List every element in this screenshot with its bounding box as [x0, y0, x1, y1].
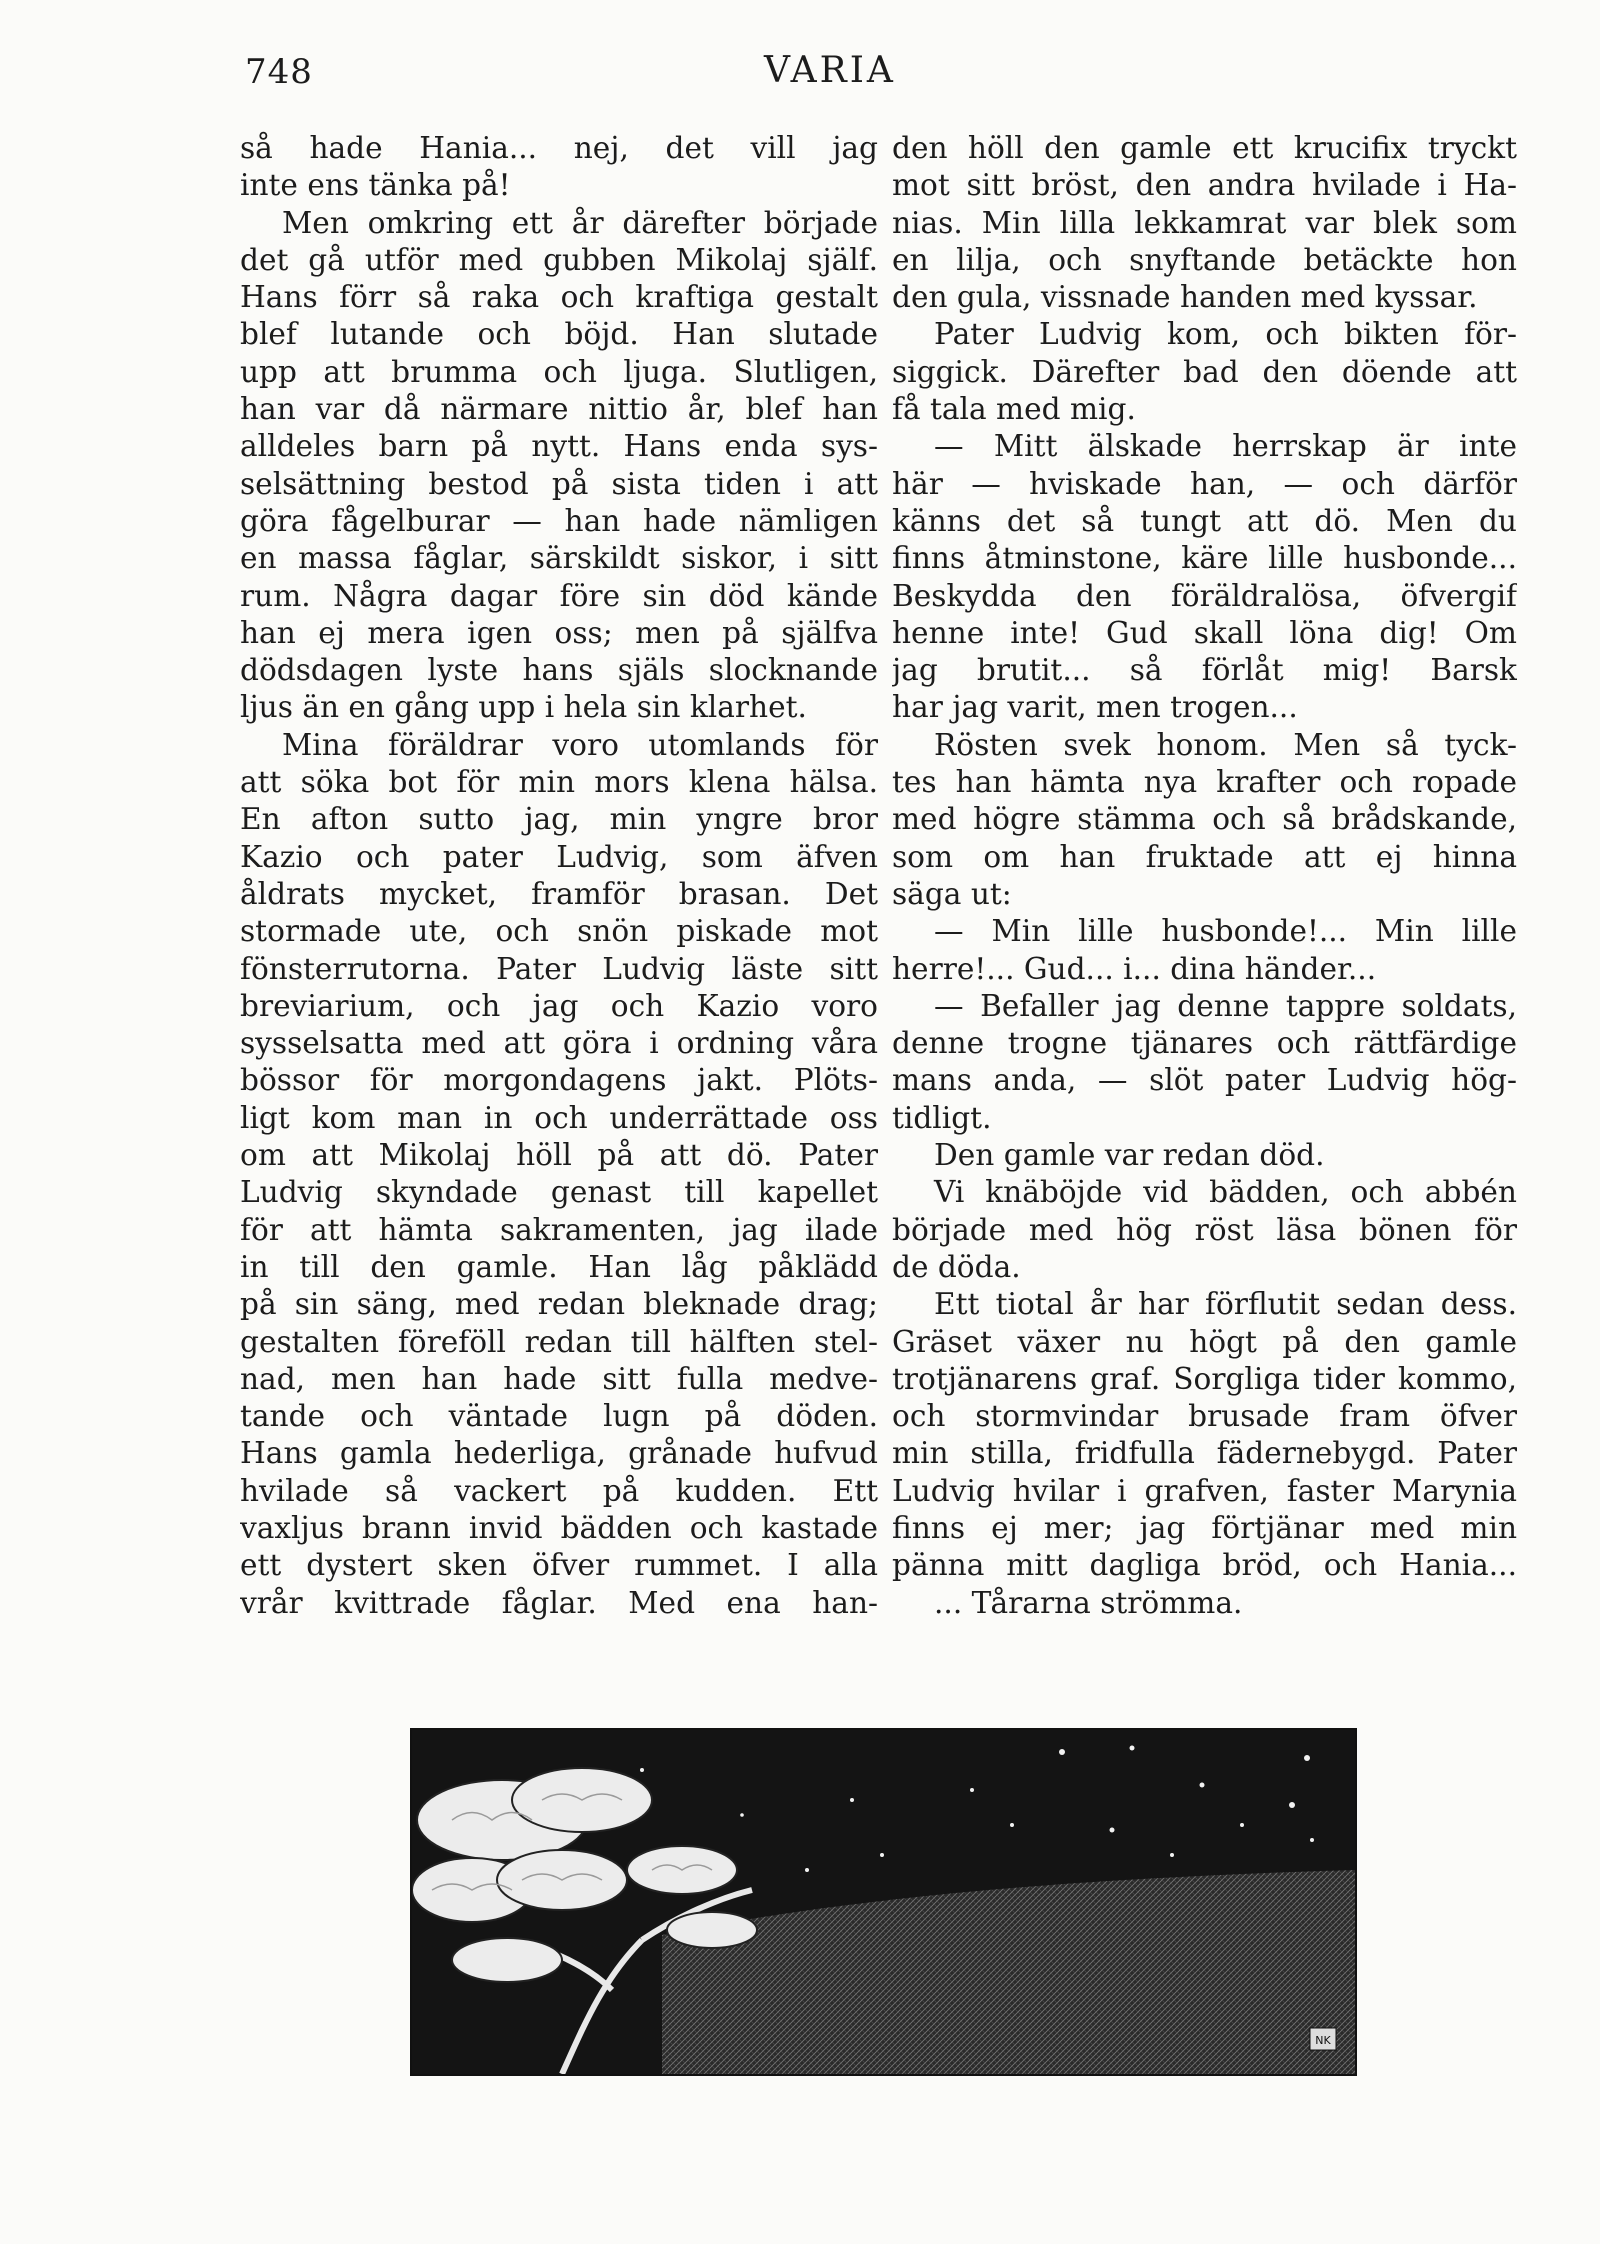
text-line: min stilla, fridfulla fädernebygd. Pater — [892, 1436, 1517, 1471]
text-line: det gå utför med gubben Mikolaj själf. — [240, 242, 878, 277]
text-line: trotjänarens graf. Sorgliga tider kommo, — [892, 1361, 1517, 1396]
text-line: om att Mikolaj höll på att dö. Pater — [240, 1138, 878, 1173]
text-line: finns åtminstone, käre lille husbonde... — [892, 541, 1517, 576]
running-title: VARIA — [764, 50, 896, 91]
text-line: breviarium, och jag och Kazio voro — [240, 988, 878, 1023]
text-line: vaxljus brann invid bädden och kastade — [240, 1510, 878, 1545]
text-line: Beskydda den föräldralösa, öfvergif — [892, 578, 1517, 613]
text-line: nad, men han hade sitt fulla medve- — [240, 1361, 878, 1396]
text-line: Kazio och pater Ludvig, som äfven — [240, 839, 878, 874]
text-line: Hans förr så raka och kraftiga gestalt — [240, 280, 878, 315]
text-line: vrår kvittrade fåglar. Med ena han- — [240, 1585, 878, 1620]
text-line: stormade ute, och snön piskade mot — [240, 914, 878, 949]
text-line: den gula, vissnade handen med kyssar. — [892, 280, 1478, 315]
text-line: siggick. Därefter bad den döende att — [892, 354, 1517, 389]
text-line: började med hög röst läsa bönen för — [892, 1212, 1517, 1247]
text-line: ligt kom man in och underrättade oss — [240, 1100, 878, 1135]
text-line: en lilja, och snyftande betäckte hon — [892, 242, 1517, 277]
text-line: tande och väntade lugn på döden. — [240, 1399, 878, 1434]
text-line: på sin säng, med redan bleknade drag; — [240, 1287, 878, 1322]
text-line: Ett tiotal år har förflutit sedan dess. — [934, 1287, 1517, 1322]
page-number: 748 — [245, 52, 313, 92]
text-line: tes han hämta nya krafter och ropade — [892, 765, 1517, 800]
text-line: åldrats mycket, framför brasan. Det — [240, 876, 878, 911]
text-line: finns ej mer; jag förtjänar med min — [892, 1510, 1517, 1545]
text-line: känns det så tungt att dö. Men du — [892, 503, 1517, 538]
text-line: han var då närmare nittio år, blef han — [240, 392, 878, 427]
text-line: inte ens tänka på! — [240, 168, 511, 203]
text-line: Men omkring ett år därefter började — [282, 205, 878, 240]
text-line: mot sitt bröst, den andra hvilade i Ha- — [892, 168, 1517, 203]
text-line: jag brutit... så förlåt mig! Barsk — [892, 653, 1517, 688]
text-line: här — hviskade han, — och därför — [892, 466, 1517, 501]
monogram-text: NK — [1315, 2034, 1331, 2047]
text-line: Den gamle var redan död. — [934, 1138, 1325, 1173]
text-line: gestalten föreföll redan till hälften stel- — [240, 1324, 878, 1359]
text-line: blef lutande och böjd. Han slutade — [240, 317, 878, 352]
text-line: fönsterrutorna. Pater Ludvig läste sitt — [240, 951, 878, 986]
text-line: och stormvindar brusade fram öfver — [892, 1399, 1517, 1434]
text-line: den höll den gamle ett krucifix tryckt — [892, 131, 1517, 165]
text-line: upp att brumma och ljuga. Slutligen, — [240, 354, 878, 389]
night-landscape-illustration — [410, 1728, 1357, 2076]
text-line: Ludvig skyndade genast till kapellet — [240, 1175, 878, 1210]
text-line: de döda. — [892, 1249, 1021, 1284]
right-column — [892, 130, 1517, 1622]
text-line: få tala med mig. — [892, 392, 1136, 427]
text-line: har jag varit, men trogen... — [892, 690, 1298, 725]
text-line: Hans gamla hederliga, grånade hufvud — [240, 1436, 878, 1471]
text-line: — Befaller jag denne tappre soldats, — [934, 988, 1517, 1023]
text-line: mans anda, — slöt pater Ludvig hög- — [892, 1063, 1517, 1098]
text-line: säga ut: — [892, 876, 1012, 911]
text-line: Ludvig hvilar i grafven, faster Marynia — [892, 1473, 1517, 1508]
text-line: Rösten svek honom. Men så tyck- — [934, 727, 1517, 762]
text-line: bössor för morgondagens jakt. Plöts- — [240, 1063, 878, 1098]
text-line: selsättning bestod på sista tiden i att — [240, 466, 878, 501]
text-line: så hade Hania... nej, det vill jag — [240, 131, 878, 165]
text-line: herre!... Gud... i... dina händer... — [892, 951, 1377, 986]
text-line: dödsdagen lyste hans själs slocknande — [240, 653, 878, 688]
text-line: Gräset växer nu högt på den gamle — [892, 1324, 1517, 1359]
left-column — [240, 130, 878, 1622]
text-line: pänna mitt dagliga bröd, och Hania... — [892, 1548, 1517, 1583]
text-line: tidligt. — [892, 1100, 992, 1135]
text-line: rum. Några dagar före sin död kände — [240, 578, 878, 613]
text-line: in till den gamle. Han låg påklädd — [240, 1249, 878, 1284]
text-line: alldeles barn på nytt. Hans enda sys- — [240, 429, 878, 464]
text-line: att söka bot för min mors klena hälsa. — [240, 765, 878, 800]
text-line: för att hämta sakramenten, jag ilade — [240, 1212, 878, 1247]
text-line: Vi knäböjde vid bädden, och abbén — [934, 1175, 1517, 1210]
text-line: en massa fåglar, särskildt siskor, i sitt — [240, 541, 878, 576]
text-line: ljus än en gång upp i hela sin klarhet. — [240, 690, 807, 725]
text-line: — Mitt älskade herrskap är inte — [934, 429, 1517, 464]
text-line: sysselsatta med att göra i ordning våra — [240, 1026, 878, 1061]
text-line: denne trogne tjänares och rättfärdige — [892, 1026, 1517, 1061]
text-line: göra fågelburar — han hade nämligen — [240, 503, 878, 538]
text-line: han ej mera igen oss; men på själfva — [240, 615, 878, 650]
text-line: hvilade så vackert på kudden. Ett — [240, 1473, 878, 1508]
text-line: Mina föräldrar voro utomlands för — [282, 727, 878, 762]
text-line: En afton sutto jag, min yngre bror — [240, 802, 878, 837]
text-line: henne inte! Gud skall löna dig! Om — [892, 615, 1517, 650]
text-line: med högre stämma och så brådskande, — [892, 802, 1517, 837]
text-line: nias. Min lilla lekkamrat var blek som — [892, 205, 1517, 240]
text-line: Pater Ludvig kom, och bikten för- — [934, 317, 1517, 352]
text-line: ... Tårarna strömma. — [934, 1585, 1243, 1620]
text-line: som om han fruktade att ej hinna — [892, 839, 1517, 874]
text-line: — Min lille husbonde!... Min lille — [934, 914, 1517, 949]
text-line: ett dystert sken öfver rummet. I alla — [240, 1548, 878, 1583]
